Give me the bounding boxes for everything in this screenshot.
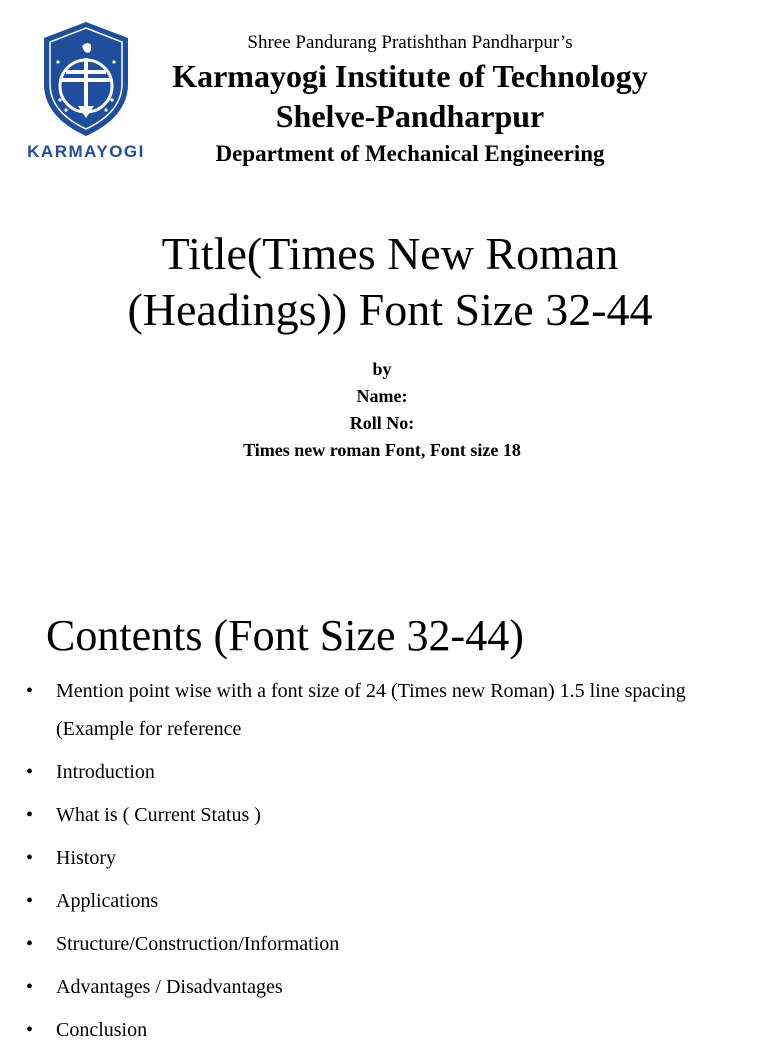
contents-heading: Contents (Font Size 32-44) <box>46 611 524 660</box>
trust-name: Shree Pandurang Pratishthan Pandharpur’s <box>247 32 573 53</box>
list-item: • What is ( Current Status ) <box>24 796 744 834</box>
title-line-2: (Headings)) Font Size 32-44 <box>127 284 653 335</box>
page-title <box>60 226 720 338</box>
list-item: • History <box>24 839 744 877</box>
institute-logo <box>18 18 154 163</box>
list-item: • Applications <box>24 882 744 920</box>
institute-name: Karmayogi Institute of Technology <box>172 58 648 94</box>
roll-label: Roll No: <box>349 413 415 433</box>
by-label: by <box>372 359 392 379</box>
karmayogi-shield-logo-icon <box>18 18 154 140</box>
institute-location: Shelve-Pandharpur <box>275 98 545 134</box>
logo-wordmark: KARMAYOGI <box>27 142 145 161</box>
font-note: Times new roman Font, Font size 18 <box>243 440 521 460</box>
list-item: • Advantages / Disadvantages <box>24 968 744 1006</box>
list-item: • Introduction <box>24 753 744 791</box>
department-name: Department of Mechanical Engineering <box>215 141 605 166</box>
list-item: • Conclusion <box>24 1011 744 1049</box>
institute-header <box>150 30 670 170</box>
list-item: • Mention point wise with a font size of 24 (Times new Roman) 1.5 line spacing (Example for reference <box>24 672 744 748</box>
author-block <box>0 356 764 464</box>
list-item: • Structure/Construction/Information <box>24 925 744 963</box>
contents-list <box>24 672 744 1054</box>
name-label: Name: <box>356 386 408 406</box>
title-line-1: Title(Times New Roman <box>161 228 619 279</box>
